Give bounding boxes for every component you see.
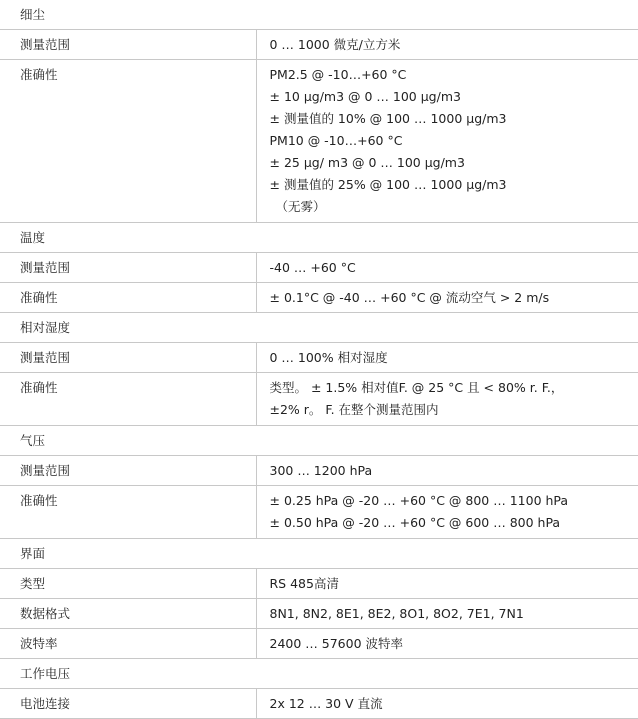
row-value: 8N1, 8N2, 8E1, 8E2, 8O1, 8O2, 7E1, 7N1 [256, 599, 638, 629]
section-header-row [0, 539, 638, 569]
section-header-row [0, 659, 638, 689]
row-value: ± 0.1°C @ -40 … +60 °C @ 流动空气 > 2 m/s [256, 283, 638, 313]
table-row [0, 343, 638, 373]
table-row [0, 373, 638, 426]
row-value: RS 485高清 [256, 569, 638, 599]
section-header-row [0, 0, 638, 30]
section-title-humidity: 相对湿度 [0, 313, 638, 343]
section-title-interface: 界面 [0, 539, 638, 569]
row-label: 数据格式 [0, 599, 256, 629]
table-row [0, 629, 638, 659]
section-title-fine-dust: 细尘 [0, 0, 638, 30]
row-label: 准确性 [0, 60, 256, 223]
value-line: ± 25 μg/ m3 @ 0 … 100 μg/m3 [270, 152, 638, 174]
row-value: -40 … +60 °C [256, 253, 638, 283]
section-title-pressure: 气压 [0, 426, 638, 456]
row-label: 类型 [0, 569, 256, 599]
row-value: 0 … 1000 微克/立方米 [256, 30, 638, 60]
table-row [0, 569, 638, 599]
row-label: 准确性 [0, 283, 256, 313]
value-line: ± 0.50 hPa @ -20 … +60 °C @ 600 … 800 hPa [270, 512, 638, 534]
value-line: （无雾） [270, 196, 638, 218]
section-title-temperature: 温度 [0, 223, 638, 253]
value-line: ± 测量值的 25% @ 100 … 1000 μg/m3 [270, 174, 638, 196]
value-line: 类型。 ± 1.5% 相对值F. @ 25 °C 且 < 80% r. F.， [270, 377, 638, 399]
value-line: ±2% r。 F. 在整个测量范围内 [270, 399, 638, 421]
row-value: 0 … 100% 相对湿度 [256, 343, 638, 373]
row-label: 波特率 [0, 629, 256, 659]
row-value [256, 60, 638, 223]
section-header-row [0, 313, 638, 343]
value-line: PM2.5 @ -10…+60 °C [270, 64, 638, 86]
table-row [0, 253, 638, 283]
row-label: 准确性 [0, 486, 256, 539]
section-header-row [0, 223, 638, 253]
section-header-row [0, 426, 638, 456]
row-value [256, 486, 638, 539]
row-label: 测量范围 [0, 30, 256, 60]
row-label: 准确性 [0, 373, 256, 426]
value-line: ± 0.25 hPa @ -20 … +60 °C @ 800 … 1100 hPa [270, 490, 638, 512]
row-value [256, 373, 638, 426]
table-row [0, 599, 638, 629]
row-label: 电池连接 [0, 689, 256, 719]
table-row [0, 30, 638, 60]
value-line: ± 10 μg/m3 @ 0 … 100 μg/m3 [270, 86, 638, 108]
row-label: 测量范围 [0, 343, 256, 373]
table-row [0, 283, 638, 313]
table-row [0, 486, 638, 539]
table-row [0, 689, 638, 719]
value-line: ± 测量值的 10% @ 100 … 1000 μg/m3 [270, 108, 638, 130]
table-row [0, 456, 638, 486]
value-line: PM10 @ -10…+60 °C [270, 130, 638, 152]
row-value: 2400 … 57600 波特率 [256, 629, 638, 659]
section-title-voltage: 工作电压 [0, 659, 638, 689]
table-row [0, 60, 638, 223]
row-value: 2x 12 … 30 V 直流 [256, 689, 638, 719]
row-label: 测量范围 [0, 253, 256, 283]
row-value: 300 … 1200 hPa [256, 456, 638, 486]
row-label: 测量范围 [0, 456, 256, 486]
